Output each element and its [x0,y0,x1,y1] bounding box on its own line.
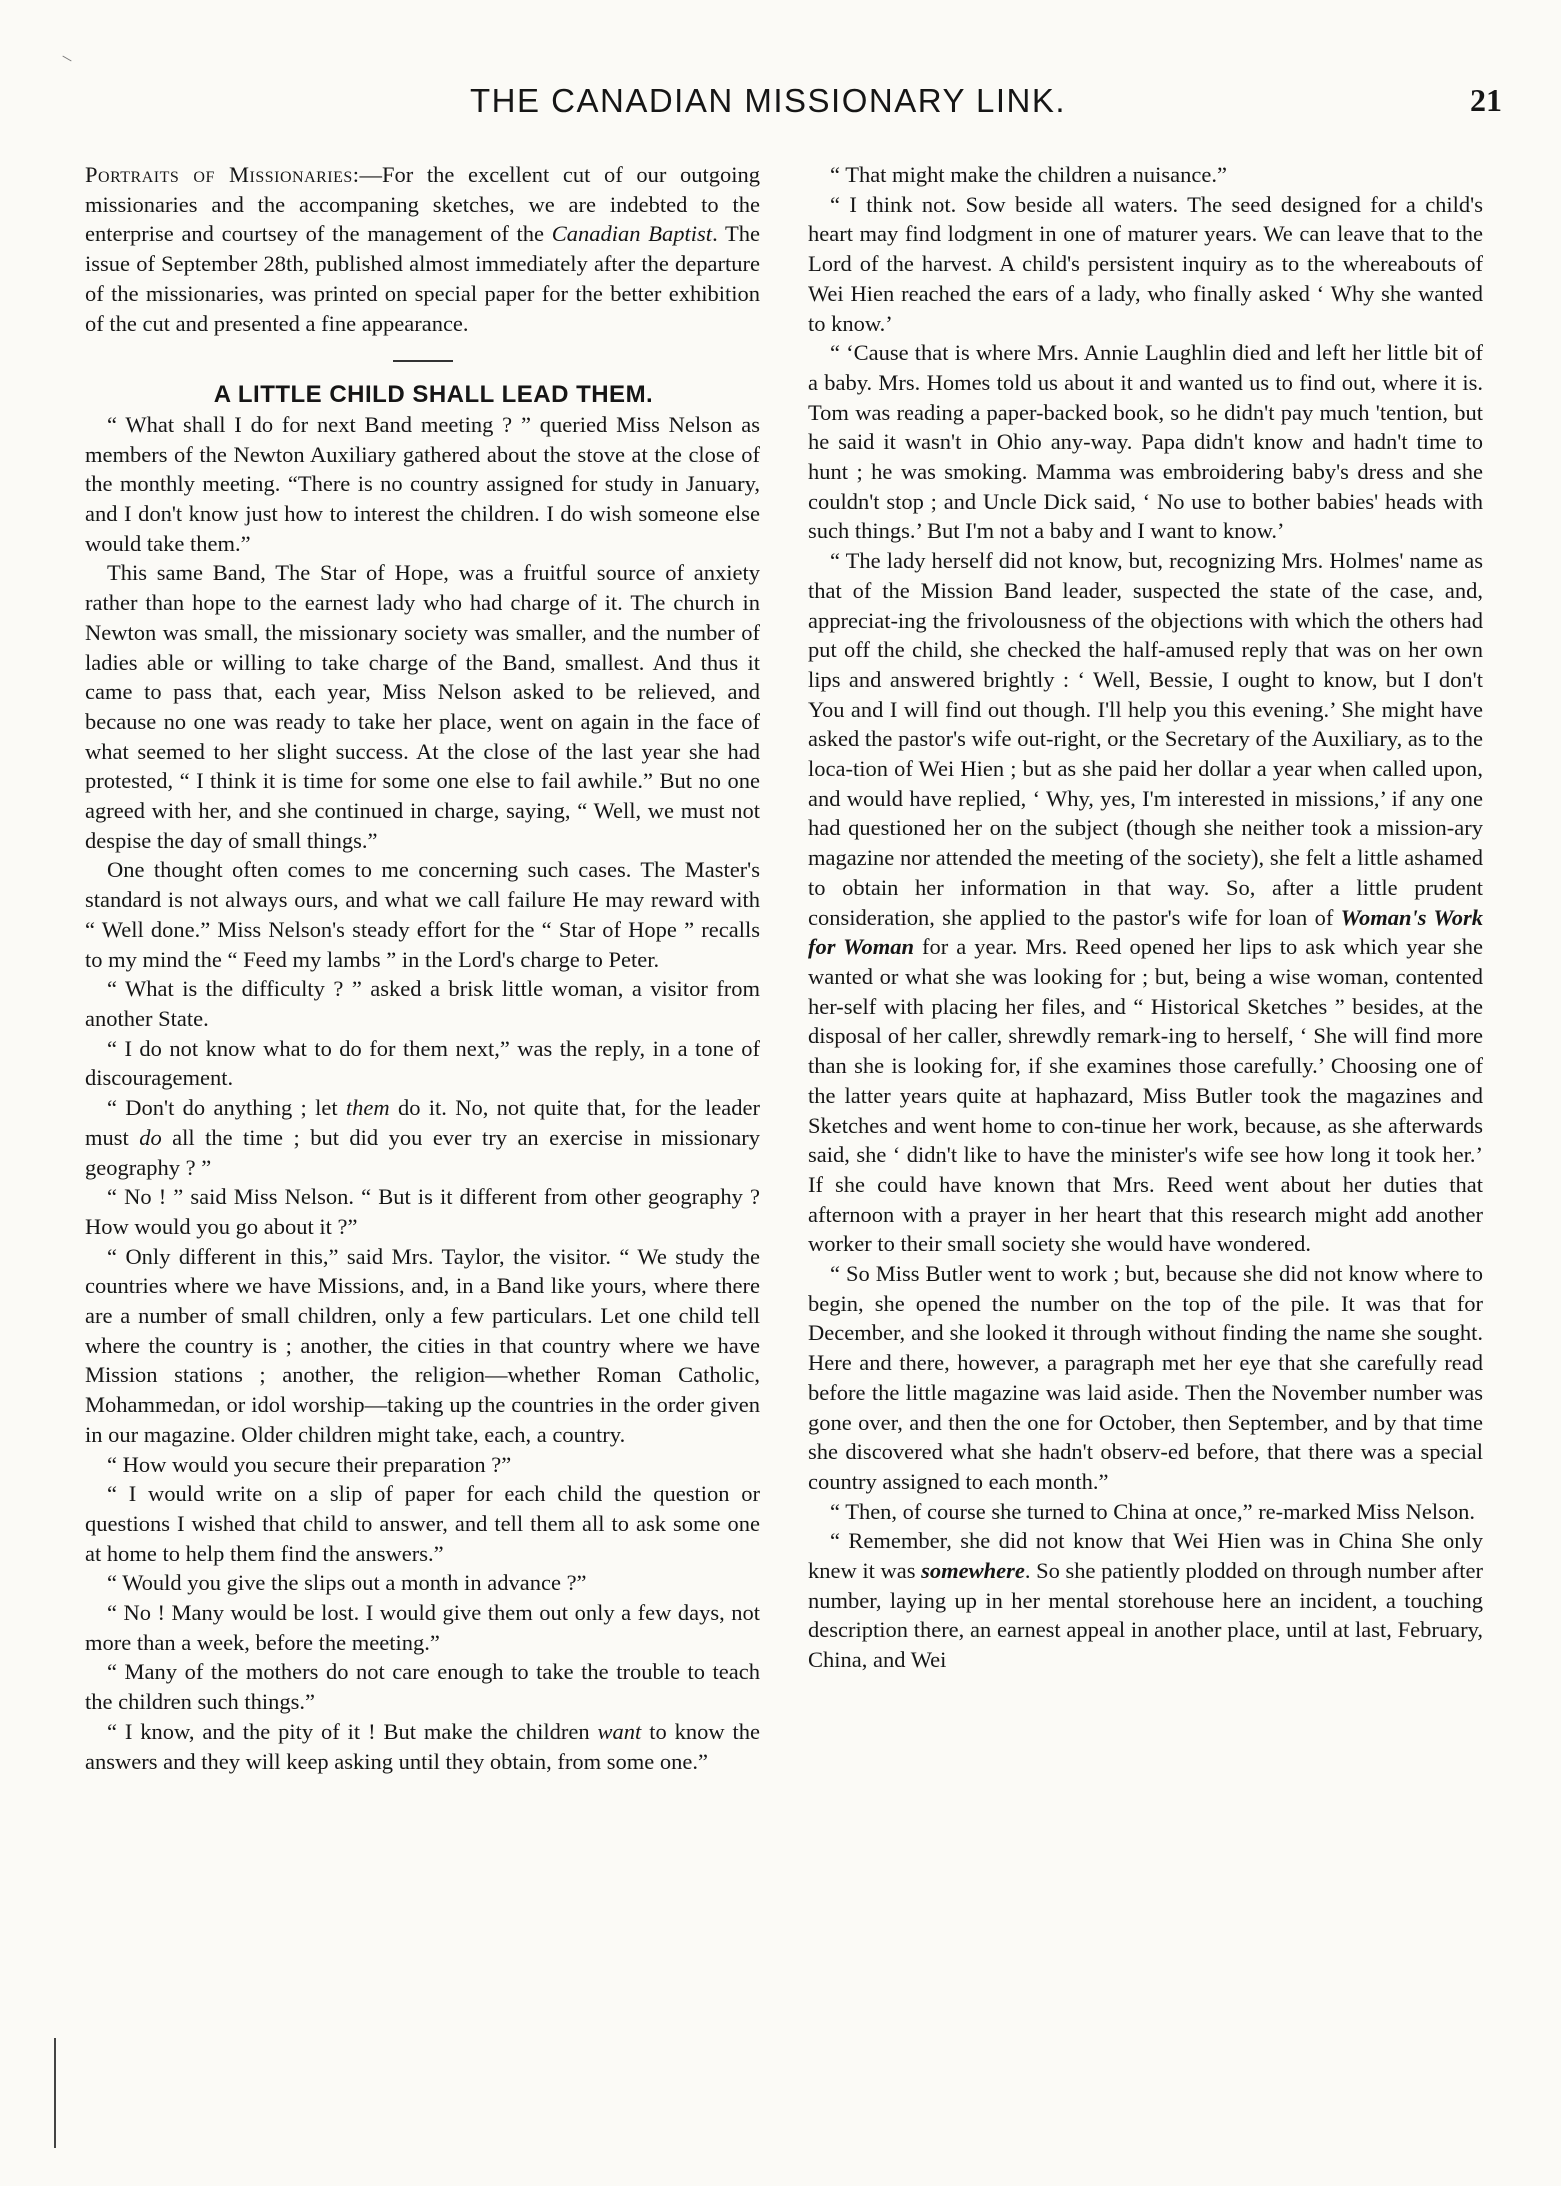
newspaper-name: Canadian Baptist [551,221,713,247]
paragraph: “ No ! Many would be lost. I would give them out only a few days, not more than a week, before the meeting.” [85,1600,760,1655]
paragraph: “ The lady herself did not know, but, recognizing Mrs. Holmes' name as that of the Mission Band leader, suspected the state of the case, and, appreciat-ing the frivolousness of the objections with which the others had put off the child, she checked the half-amused reply that was on her own lips and answered brightly : ‘ Well, Bessie, I ought to know, but I don't You and I will find out though. I'll help you this evening.’ She might have asked the pastor's wife out-right, or the Secretary of the Auxiliary, as to the loca-tion of Wei Hien ; but as she paid her dollar a year when called upon, and would have replied, ‘ Why, yes, I'm interested in missions,’ if any one had questioned her on the subject (though she neither took a mission-ary magazine nor attended the meeting of the society), she felt a little ashamed to obtain her information in that way. So, after a little prudent consideration, she applied to the pastor's wife for loan of Woman's Work for Woman for a year. Mrs. Reed opened her lips to ask which year she wanted or what she was looking for ; but, being a wise woman, contented her-self with placing her files, and “ Historical Sketches ” besides, at the disposal of her caller, shrewdly remark-ing to herself, ‘ She will find more than she is looking for, if she examines those carefully.’ Choosing one of the latter years quite at haphazard, Miss Butler took the magazines and Sketches and went home to con-tinue her work, because, as she afterwards said, she ‘ didn't like to have the minister's wife see how long it took her.’ If she could have known that Mrs. Reed went about her duties that afternoon with a prayer in her heart that this research might add another worker to their small society she would have wondered. [808,548,1483,1257]
paragraph: “ I do not know what to do for them next,” was the reply, in a tone of discouragement. [85,1035,760,1091]
page-header [0,82,1561,132]
page-number: 21 [1470,82,1502,118]
paragraph: “ Only different in this,” said Mrs. Taylor, the visitor. “ We study the countries where we have Missions, and, in a Band like yours, where there are a number of small children, only a few particulars. Let one child tell where the country is ; another, the cities in that country where we have Mission stations ; another, the religion—whether Roman Catholic, Mohammedan, or idol worship—taking up the countries in the order given in our magazine. Older children might take, each, a country. [85,1243,760,1447]
running-title: THE CANADIAN MISSIONARY LINK. [470,82,1067,119]
paragraph: “ I would write on a slip of paper for each child the question or questions I wished that child to answer, and tell them all to ask some one at home to help them find the answers.” [85,1481,760,1566]
paragraph: “ So Miss Butler went to work ; but, because she did not know where to begin, she opened the number on the top of the pile. It was that for December, and she looked it through without finding the name she sought. Here and there, however, a paragraph met her eye that she carefully read before the little magazine was laid aside. Then the November number was gone over, and then the one for October, then September, and by that time she discovered what she hadn't observ-ed before, that there was a special country assigned to each month.” [808,1261,1483,1494]
paragraph: “ Then, of course she turned to China at once,” re-marked Miss Nelson. [830,1498,1476,1524]
paragraph: “ Many of the mothers do not care enough to take the trouble to teach the children such things.” [85,1659,760,1715]
paragraph: “ Don't do anything ; let them do it. No, not quite that, for the leader must do all the time ; but did you ever try an exercise in missionary geography ? ” [85,1095,760,1180]
paragraph: “ What is the difficulty ? ” asked a brisk little woman, a visitor from another State. [85,976,760,1031]
paragraph: “ I know, and the pity of it ! But make the children want to know the answers and they will keep asking until they obtain, from some one.” [85,1718,760,1774]
portraits-notice: Portraits of Missionaries:—For the excellent cut of our outgoing missionaries and the accompaning sketches, we are indebted to the enterprise and courtsey of the management of the Canadian Baptist. The issue of September 28th, published almost immediately after the departure of the missionaries, was printed on special paper for the better exhibition of the cut and presented a fine appearance. [85,162,761,336]
paragraph: “ ‘Cause that is where Mrs. Annie Laughlin died and left her little bit of a baby. Mrs. Homes told us about it and wanted us to find out, where it is. Tom was reading a paper-backed book, so he didn't pay much 'tention, but he said it wasn't in Ohio any-way. Papa didn't know and hadn't time to hunt ; he was smoking. Mamma was embroidering baby's dress and she couldn't stop ; and Uncle Dick said, ‘ No use to bother babies' heads with such things.’ But I'm not a baby and I want to know.’ [808,340,1483,544]
magazine-name: Woman's Work for Woman [808,904,1483,960]
paragraph: “ I think not. Sow beside all waters. The seed designed for a child's heart may find lodgment in one of maturer years. We can leave that to the Lord of the harvest. A child's persistent inquiry as to the whereabouts of Wei Hien reached the ears of a lady, who finally asked ‘ Why she wanted to know.’ [808,191,1483,336]
paragraph: “ Would you give the slips out a month in advance ?” [107,1570,587,1596]
scan-mark [62,56,71,62]
paragraph: “ No ! ” said Miss Nelson. “ But is it different from other geography ? How would you go about it ?” [85,1184,760,1239]
portraits-lead: Portraits of Missionaries: [85,162,360,187]
margin-rule [54,2038,56,2148]
section-divider [393,360,453,362]
article-heading: A LITTLE CHILD SHALL LEAD THEM. [213,381,654,409]
left-column [85,160,760,1776]
paragraph: One thought often comes to me concerning such cases. The Master's standard is not always ours, and what we call failure He may reward with “ Well done.” Miss Nelson's steady effort for the “ Star of Hope ” recalls to my mind the “ Feed my lambs ” in the Lord's charge to Peter. [85,857,760,972]
paragraph: This same Band, The Star of Hope, was a fruitful source of anxiety rather than hope to the earnest lady who had charge of it. The church in Newton was small, the missionary society was smaller, and the number of ladies able or willing to take charge of the Band, smallest. And thus it came to pass that, each year, Miss Nelson asked to be relieved, and because no one was ready to take her place, went on again in the face of what seemed to her slight success. At the close of the last year she had protested, “ I think it is time for some one else to fail awhile.” But no one agreed with her, and she continued in charge, saying, “ Well, we must not despise the day of small things.” [85,560,760,853]
paragraph: “ That might make the children a nuisance.” [830,162,1227,187]
paragraph: “ How would you secure their preparation ?” [107,1451,512,1477]
paragraph: “ Remember, she did not know that Wei Hien was in China She only knew it was somewhere. So she patiently plodded on through number after number, laying up in her mental storehouse here an incident, a touching description there, an earnest appeal in another place, until at last, February, China, and Wei [808,1528,1484,1673]
paragraph: “ What shall I do for next Band meeting ? ” queried Miss Nelson as members of the Newton Auxiliary gathered about the stove at the close of the monthly meeting. “There is no country assigned for study in January, and I don't know just how to interest the children. I do wish someone else would take them.” [85,411,760,556]
right-column [808,160,1483,1675]
